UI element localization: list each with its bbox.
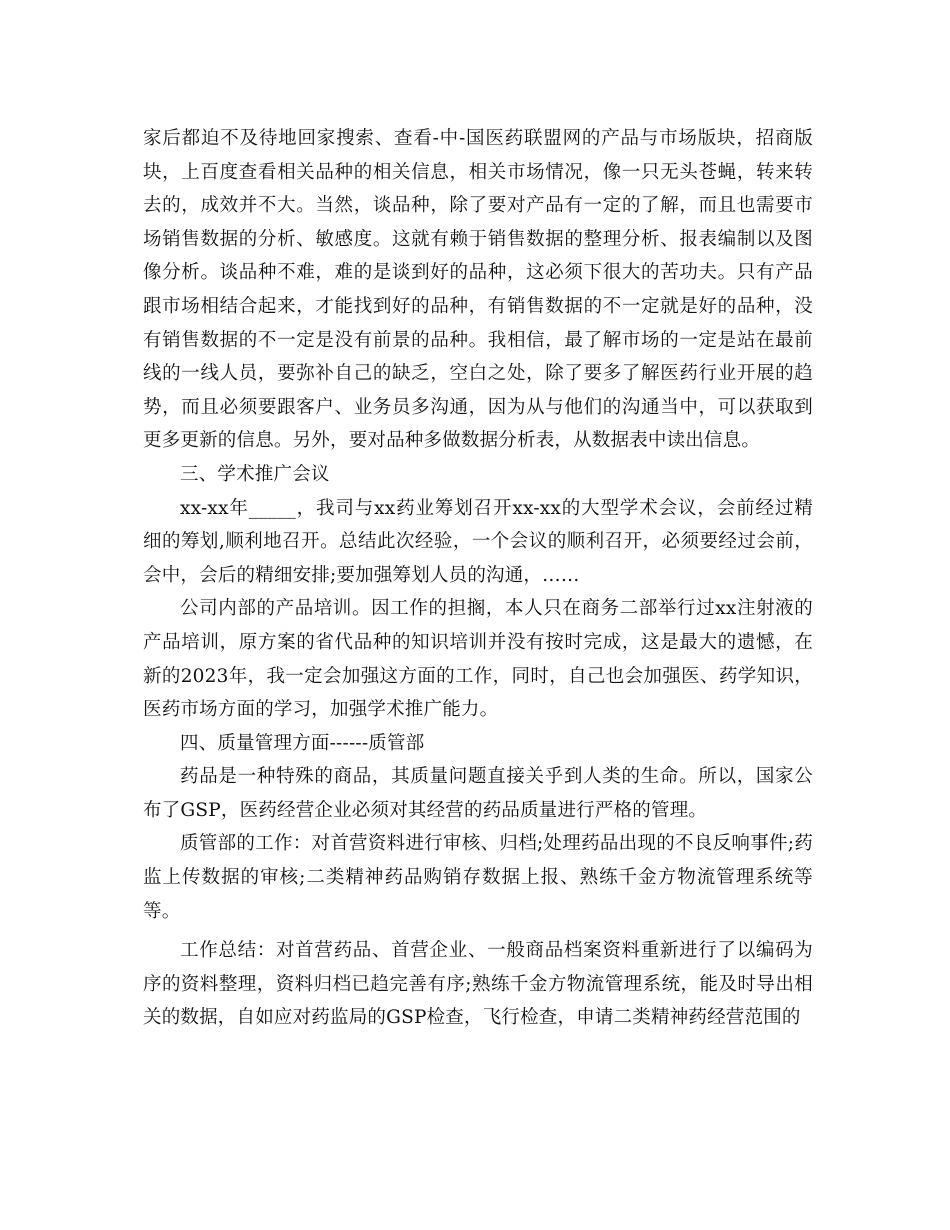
body-paragraph-qa-duties: 质管部的工作：对首营资料进行审核、归档;处理药品出现的不良反响事件;药监上传数据的审核;二类精神药品购销存数据上报、熟练千金方物流管理系统等等。 — [143, 833, 813, 922]
section-heading-academic-promotion: 三、学术推广会议 — [180, 463, 330, 485]
document-body — [143, 122, 813, 1035]
body-paragraph-market-research: 家后都迫不及待地回家搜索、查看-中-国医药联盟网的产品与市场版块，招商版块，上百度查看相关品种的相关信息，相关市场情况，像一只无头苍蝇，转来转去的，成效并不大。当然，谈品种，除了要对产品有一定的了解，而且也需要市场销售数据的分析、敏感度。这就有赖于销售数据的整理分析、报表编制以及图像分析。谈品种不难，难的是谈到好的品种，这必须下很大的苦功夫。只有产品跟市场相结合起来，才能找到好的品种，有销售数据的不一定就是好的品种，没有销售数据的不一定是没有前景的品种。我相信，最了解市场的一定是站在最前线的一线人员，要弥补自己的缺乏，空白之处，除了要多了解医药行业开展的趋势，而且必须要跟客户、业务员多沟通，因为从与他们的沟通当中，可以获取到更多更新的信息。另外，要对品种多做数据分析表，从数据表中读出信息。 — [143, 128, 813, 452]
body-paragraph-drug-quality: 药品是一种特殊的商品，其质量问题直接关乎到人类的生命。所以，国家公布了GSP，医药经营企业必须对其经营的药品质量进行严格的管理。 — [143, 766, 813, 821]
body-paragraph-academic-conference: xx-xx年_____，我司与xx药业筹划召开xx-xx的大型学术会议，会前经过精细的筹划,顺利地召开。总结此次经验，一个会议的顺利召开，必须要经过会前，会中，会后的精细安排;要加强筹划人员的沟通，…… — [143, 497, 813, 586]
body-paragraph-product-training: 公司内部的产品培训。因工作的担搁，本人只在商务二部举行过xx注射液的产品培训，原方案的省代品种的知识培训并没有按时完成，这是最大的遗憾，在新的2023年，我一定会加强这方面的工作，同时，自己也会加强医、药学知识，医药市场方面的学习，加强学术推广能力。 — [143, 598, 813, 721]
section-heading-quality-management: 四、质量管理方面------质管部 — [180, 732, 425, 754]
body-paragraph-work-summary: 工作总结：对首营药品、首营企业、一般商品档案资料重新进行了以编码为序的资料整理，资料归档已趋完善有序;熟练千金方物流管理系统，能及时导出相关的数据，自如应对药监局的GSP检查，飞行检查，申请二类精神药经营范围的 — [143, 940, 813, 1029]
